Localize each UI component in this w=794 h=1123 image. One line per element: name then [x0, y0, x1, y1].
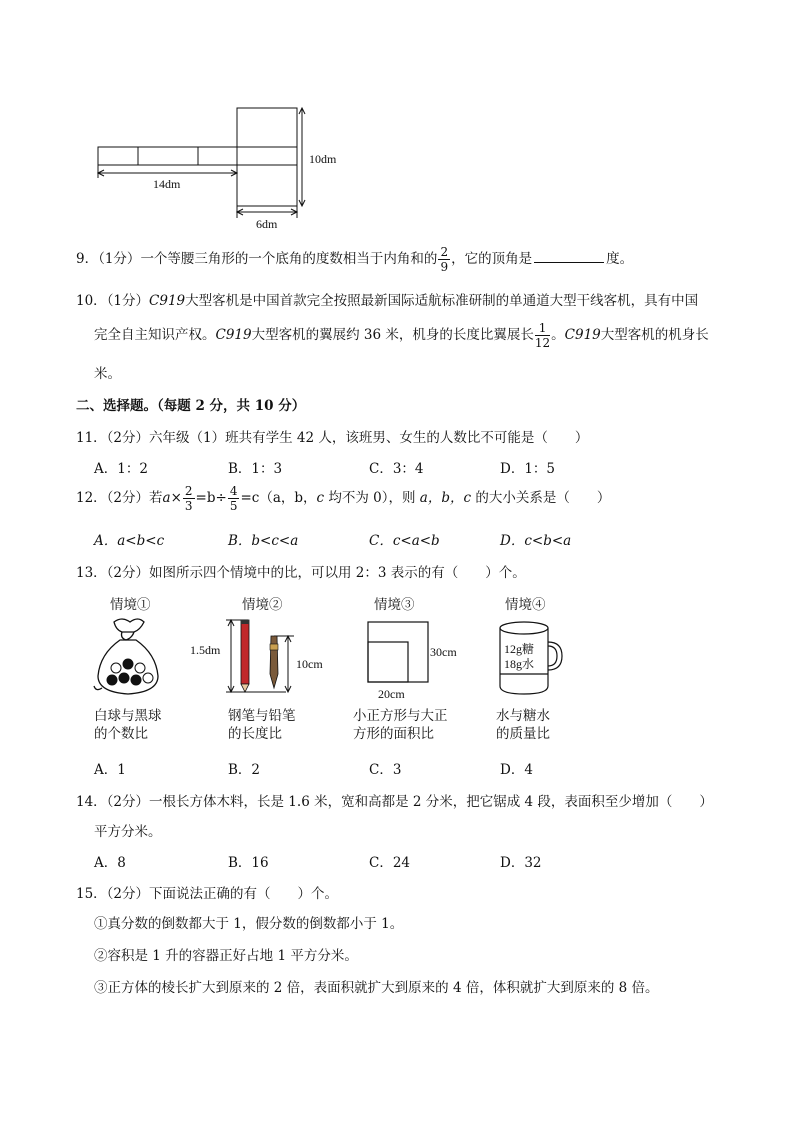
q10-number: 10． — [76, 293, 107, 309]
q15-statement-2: ②容积是 1 升的容器正好占地 1 平方分米。 — [94, 948, 358, 964]
q12-prefix: 12．（2分）若 — [76, 490, 163, 506]
q10-line3: 米。 — [94, 366, 121, 382]
q12-times: × — [170, 490, 182, 506]
q9-score: （1分） — [98, 251, 141, 267]
q10-score: （1分） — [106, 293, 150, 309]
question-9 — [76, 246, 633, 273]
q10-line2-b: 大型客机的翼展约 36 米，机身的长度比翼展长 — [251, 327, 534, 343]
q12-option-b[interactable]: B．b<c<a — [228, 533, 299, 549]
q10-line1: 大型客机是中国首款完全按照最新国际适航标准研制的单通道大型干线客机，具有中国 — [185, 293, 699, 309]
q13-option-b[interactable]: B．2 — [228, 762, 261, 778]
q8-figure — [90, 100, 360, 235]
scene-2-title: 情境② — [242, 597, 283, 613]
question-13-stem: 13．（2分）如图所示四个情境中的比，可以用 2：3 表示的有（ ）个。 — [76, 565, 526, 581]
q9-number: 9． — [76, 251, 99, 267]
scene-2-pen-pencil-image — [186, 614, 336, 696]
q9-fraction: $\frac{2}{9}$ — [440, 245, 449, 274]
strip-cell — [138, 147, 198, 165]
small-square — [368, 642, 408, 682]
q10-line2-c: 。 — [551, 327, 565, 343]
big-square — [368, 622, 428, 682]
strip-cell — [198, 147, 237, 165]
question-14-line2: 平方分米。 — [94, 824, 162, 840]
scene-2-caption-2: 的长度比 — [228, 726, 282, 742]
q12-mid: 均不为 0），则 — [324, 490, 416, 506]
q10-model-3: C919 — [564, 327, 601, 343]
question-15-stem: 15．（2分）下面说法正确的有（ ）个。 — [76, 886, 339, 902]
q12-option-c[interactable]: C．c<a<b — [369, 533, 440, 549]
scene-4-cup-image — [494, 618, 566, 698]
q12-a: a — [162, 490, 171, 506]
q11-option-b[interactable]: B．1：3 — [228, 461, 283, 477]
scene-1-caption-1: 白球与黑球 — [94, 708, 162, 724]
label-10cm: 10cm — [296, 657, 323, 671]
q12-abc: a，b，c — [415, 490, 476, 506]
q12-fraction-1: $\frac{2}{3}$ — [184, 484, 193, 513]
label-14dm: 14dm — [153, 177, 181, 191]
q9-answer-blank[interactable] — [534, 250, 604, 263]
q14-option-d[interactable]: D．32 — [500, 855, 542, 871]
label-sugar: 12g糖 — [504, 642, 535, 656]
label-10dm: 10dm — [309, 152, 337, 166]
q13-option-d[interactable]: D．4 — [500, 762, 533, 778]
q10-model-2: C919 — [215, 327, 252, 343]
q14-option-c[interactable]: C．24 — [369, 855, 411, 871]
scene-3-squares-image — [362, 618, 472, 702]
scene-3-title: 情境③ — [374, 597, 415, 613]
label-30cm: 30cm — [430, 645, 457, 659]
q13-option-c[interactable]: C．3 — [369, 762, 402, 778]
q15-statement-1: ①真分数的倒数都大于 1，假分数的倒数都小于 1。 — [94, 916, 404, 932]
label-water: 18g水 — [504, 657, 535, 671]
label-1-5dm: 1.5dm — [190, 643, 221, 657]
scene-3-caption-2: 方形的面积比 — [353, 726, 434, 742]
q15-statement-3: ③正方体的棱长扩大到原来的 2 倍，表面积就扩大到原来的 4 倍，体积就扩大到原来的 8 倍。 — [94, 980, 659, 996]
label-20cm: 20cm — [378, 687, 405, 701]
q9-text-a: 一个等腰三角形的一个底角的度数相当于内角和的 — [140, 251, 438, 267]
question-11-stem: 11．（2分）六年级（1）班共有学生 42 人，该班男、女生的人数比不可能是（ ） — [76, 430, 589, 446]
scene-2-caption-1: 钢笔与铅笔 — [228, 708, 296, 724]
section-2-title: 二、选择题。（每题 2 分，共 10 分） — [76, 398, 306, 414]
question-10-line2 — [94, 322, 709, 349]
question-12-stem — [76, 485, 610, 512]
q12-option-d[interactable]: D．c<b<a — [500, 533, 572, 549]
scene-4-caption-1: 水与糖水 — [496, 708, 550, 724]
scene-1-bag-image — [92, 614, 164, 698]
question-14-stem: 14．（2分）一根长方体木料，长是 1.6 米，宽和高都是 2 分米，把它锯成 4 段，表面积至少增加（ ） — [76, 794, 713, 810]
q12-eq-b: =b÷ — [195, 490, 227, 506]
scene-4-title: 情境④ — [505, 597, 546, 613]
q9-text-b: ，它的顶角是 — [451, 251, 533, 267]
q10-line2-d: 大型客机的机身长 — [600, 327, 709, 343]
q9-text-c: 度。 — [606, 251, 634, 267]
question-10 — [76, 289, 698, 309]
q12-eq-c: =c（a，b， — [240, 490, 317, 506]
q12-option-a[interactable]: A．a<b<c — [94, 533, 165, 549]
q12-fraction-2: $\frac{4}{5}$ — [229, 484, 238, 513]
q11-option-c[interactable]: C．3：4 — [369, 461, 424, 477]
q13-option-a[interactable]: A．1 — [94, 762, 126, 778]
pencil-shape — [241, 620, 249, 684]
q12-suffix: 的大小关系是（ ） — [475, 490, 611, 506]
q11-option-d[interactable]: D．1：5 — [500, 461, 556, 477]
q14-option-b[interactable]: B．16 — [228, 855, 269, 871]
q10-fraction: $\frac{1}{12}$ — [534, 321, 551, 350]
scene-1-caption-2: 的个数比 — [94, 726, 148, 742]
q11-option-a[interactable]: A．1：2 — [94, 461, 148, 477]
label-6dm: 6dm — [256, 217, 278, 231]
q12-c: c — [316, 490, 325, 506]
q14-option-a[interactable]: A．8 — [94, 855, 126, 871]
scene-3-caption-1: 小正方形与大正 — [353, 708, 448, 724]
q10-line2-a: 完全自主知识产权。 — [94, 327, 216, 343]
scene-1-title: 情境① — [110, 597, 151, 613]
q10-model: C919 — [149, 293, 186, 309]
scene-4-caption-2: 的质量比 — [496, 726, 550, 742]
strip-cell — [98, 147, 138, 165]
square-shape — [237, 108, 297, 206]
